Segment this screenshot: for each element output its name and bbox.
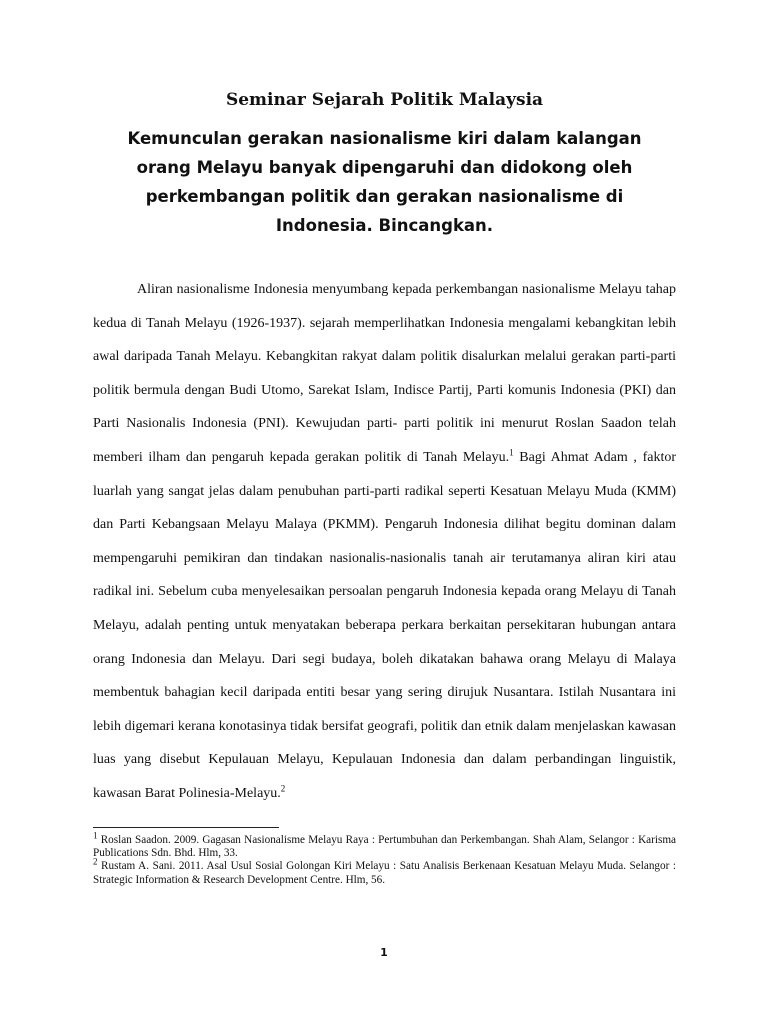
footnotes [93, 829, 676, 888]
footnote-ref-1[interactable]: 1 [509, 447, 514, 458]
footnote-text-1: Roslan Saadon. 2009. Gagasan Nasionalisme Melayu Raya : Pertumbuhan dan Perkembangan. Shah Alam, Selangor : Karisma Publications Sdn. Bhd. Hlm, 33. [93, 833, 676, 859]
footnote-number-2: 2 [93, 856, 98, 867]
page-number: 1 [380, 946, 388, 959]
paragraph-text-part1: Aliran nasionalisme Indonesia menyumbang kepada perkembangan nasionalisme Melayu tahap kedua di Tanah Melayu (1926-1937). sejarah memperlihatkan Indonesia mengalami kebangkitan lebih awal daripada Tanah Melayu. Kebangkitan rakyat dalam politik disalurkan melalui gerakan parti-parti politik bermula dengan Budi Utomo, Sarekat Islam, Indisce Partij, Parti komunis Indonesia (PKI) dan Parti Nasionalis Indonesia (PNI). Kewujudan parti- parti politik ini menurut Roslan Saadon telah memberi ilham dan pengaruh kepada gerakan politik di Tanah Melayu. [93, 282, 676, 465]
footnote-separator [93, 827, 279, 828]
footnote-text-2: Rustam A. Sani. 2011. Asal Usul Sosial Golongan Kiri Melayu : Satu Analisis Berkenaan Kesatuan Melayu Muda. Selangor : Strategic Information & Research Development Centre. Hlm, 56. [93, 860, 676, 886]
footnote-1 [93, 829, 676, 861]
footnote-number-1: 1 [93, 829, 98, 840]
document-title: Seminar Sejarah Politik Malaysia [225, 90, 544, 110]
body-paragraph [93, 273, 676, 811]
footnote-ref-2[interactable]: 2 [280, 783, 286, 794]
footnote-2 [93, 856, 676, 887]
essay-question: Kemunculan gerakan nasionalisme kiri dalam kalangan orang Melayu banyak dipengaruhi dan didokong oleh perkembangan politik dan gerakan nasionalisme di Indonesia. Bincangkan. [127, 129, 642, 235]
paragraph-text-part2: Bagi Ahmat Adam , faktor luarlah yang sangat jelas dalam penubuhan parti-parti radikal seperti Kesatuan Melayu Muda (KMM) dan Parti Kebangsaan Melayu Malaya (PKMM). Pengaruh Indonesia dilihat begitu dominan dalam mempengaruhi pemikiran dan tindakan nasionalis-nasionalis tanah air terutamanya aliran kiri atau radikal ini. Sebelum cuba menyelesaikan persoalan pengaruh Indonesia kepada orang Melayu di Tanah Melayu, adalah penting untuk menyatakan beberapa perkara berkaitan persekitaran hubungan antara orang Indonesia dan Melayu. Dari segi budaya, boleh dikatakan bahawa orang Melayu di Malaya membentuk bahagian kecil daripada entiti besar yang sering dirujuk Nusantara. Istilah Nusantara ini lebih digemari kerana konotasinya tidak bersifat geografi, politik dan etnik dalam menjelaskan kawasan luas yang disebut Kepulauan Melayu, Kepulauan Indonesia dan dalam perbandingan linguistik, kawasan Barat Polinesia-Melayu. [93, 449, 676, 801]
